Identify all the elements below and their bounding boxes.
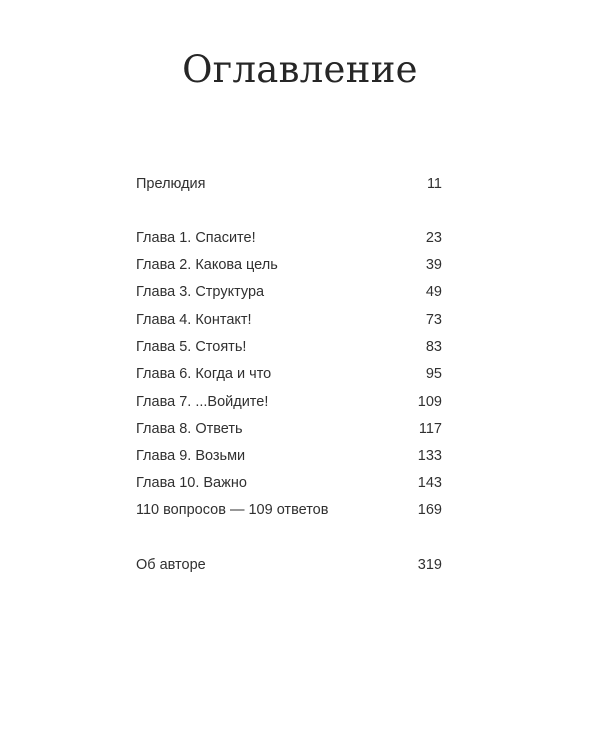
toc-entry-chapter-5[interactable] — [136, 339, 442, 361]
toc-entry-label: Глава 7. ...Войдите! — [136, 394, 269, 410]
toc-entry-page-number: 169 — [417, 502, 442, 518]
toc-entry-chapter-1[interactable] — [136, 230, 442, 252]
toc-entry-questions[interactable] — [136, 502, 442, 524]
toc-entry-page-number: 49 — [425, 284, 442, 300]
toc-entry-chapter-8[interactable] — [136, 421, 442, 443]
toc-entry-label: Глава 10. Важно — [136, 475, 247, 491]
toc-entry-page-number: 143 — [417, 475, 442, 491]
toc-entry-chapter-10[interactable] — [136, 475, 442, 497]
toc-entry-label: Прелюдия — [136, 176, 206, 192]
toc-entry-page-number: 95 — [425, 366, 442, 382]
toc-entry-label: 110 вопросов — 109 ответов — [136, 502, 329, 518]
toc-entry-about-author[interactable] — [136, 557, 442, 579]
toc-entry-label: Глава 5. Стоять! — [136, 339, 247, 355]
toc-entry-page-number: 117 — [418, 421, 442, 437]
toc-entry-chapter-9[interactable] — [136, 448, 442, 470]
toc-entry-page-number: 83 — [425, 339, 442, 355]
toc-entry-page-number: 39 — [425, 257, 442, 273]
toc-entry-label: Глава 4. Контакт! — [136, 312, 252, 328]
toc-entry-label: Глава 9. Возьми — [136, 448, 246, 464]
toc-entry-chapter-3[interactable] — [136, 284, 442, 306]
toc-entry-page-number: 23 — [425, 230, 442, 246]
toc-entry-chapter-6[interactable] — [136, 366, 442, 388]
toc-entry-chapter-7[interactable] — [136, 394, 442, 416]
toc-entry-label: Глава 3. Структура — [136, 284, 265, 300]
toc-entry-page-number: 109 — [417, 394, 442, 410]
toc-entry-page-number: 73 — [425, 312, 442, 328]
toc-entry-label: Глава 1. Спасите! — [136, 230, 256, 246]
toc-entry-page-number: 133 — [417, 448, 442, 464]
toc-entry-page-number: 319 — [417, 557, 442, 573]
toc-entry-label: Глава 2. Какова цель — [136, 257, 278, 273]
toc-entry-label: Об авторе — [136, 557, 206, 573]
toc-entry-prelude[interactable] — [136, 176, 442, 198]
toc-entry-label: Глава 6. Когда и что — [136, 366, 272, 382]
toc-entry-page-number: 11 — [426, 176, 442, 192]
page-title: Оглавление — [182, 48, 418, 91]
toc-entry-chapter-2[interactable] — [136, 257, 442, 279]
toc-entry-label: Глава 8. Ответь — [136, 421, 243, 437]
toc-entry-chapter-4[interactable] — [136, 312, 442, 334]
